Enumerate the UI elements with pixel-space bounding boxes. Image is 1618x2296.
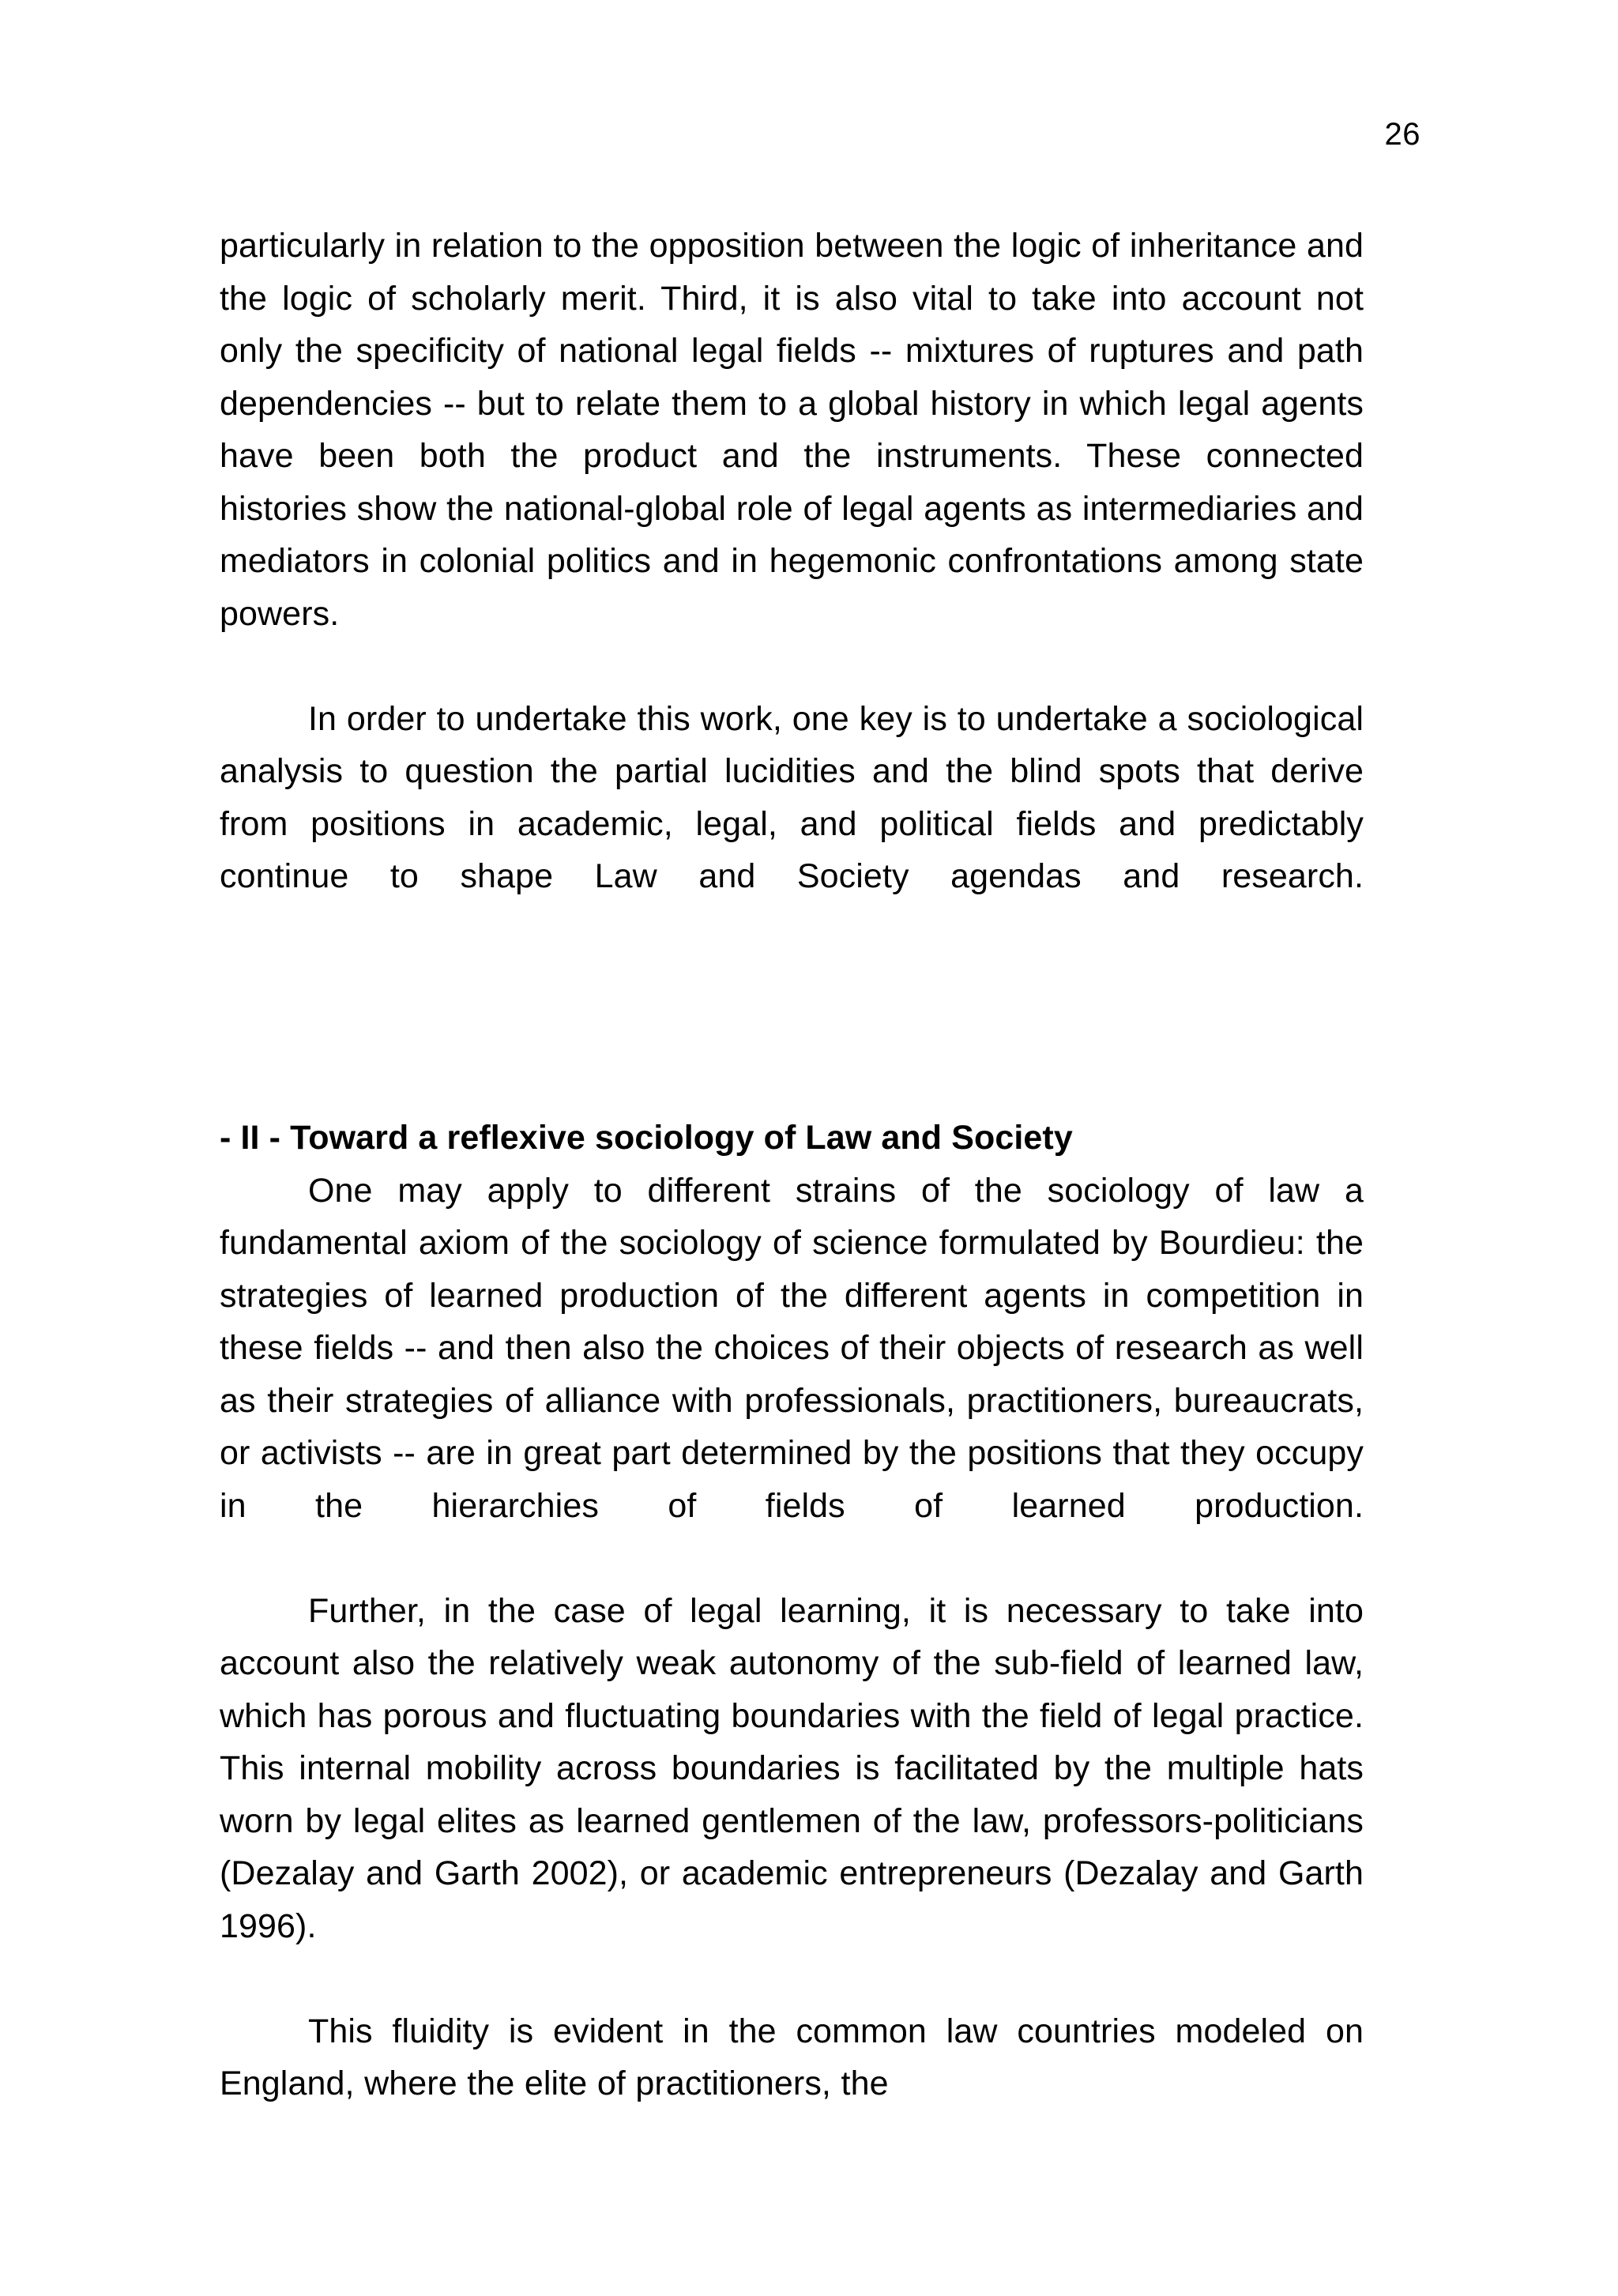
heading-spacer [220,955,1364,1112]
paragraph-5: This fluidity is evident in the common law countries modeled on England, where the elite of practitioners, the [220,2012,1364,2102]
paragraph-2: In order to undertake this work, one key is to undertake a sociological analysis to question the partial lucidities and the blind spots that derive from positions in academic, legal, and political fields and predictably continue to shape Law and Society agendas and research. [220,699,1364,895]
text-column [220,220,1364,2110]
paragraph-3: One may apply to different strains of the sociology of law a fundamental axiom of the sociology of science formulated by Bourdieu: the strategies of learned production of the different agents in competition in these fields -- and then also the choices of their objects of research as well as their strategies of alliance with professionals, practitioners, bureaucrats, or activists -- are in great part determined by the positions that they occupy in the hierarchies of fields of learned production. [220,1171,1364,1525]
paragraph-1: particularly in relation to the opposition between the logic of inheritance and the logic of scholarly merit. Third, it is also vital to take into account not only the specificity of national legal fields -- mixtures of ruptures and path dependencies -- but to relate them to a global history in which legal agents have been both the product and the instruments. These connected histories show the national-global role of legal agents as intermediaries and mediators in colonial politics and in hegemonic confrontations among state powers. [220,227,1364,633]
page-number: 26 [1384,117,1420,152]
section-heading-ii: - II - Toward a reflexive sociology of Law and Society [220,1119,1073,1157]
paragraph-4: Further, in the case of legal learning, it is necessary to take into account also the relatively weak autonomy of the sub-field of learned law, which has porous and fluctuating boundaries with the field of legal practice. This internal mobility across boundaries is facilitated by the multiple hats worn by legal elites as learned gentlemen of the law, professors-politicians (Dezalay and Garth 2002), or academic entrepreneurs (Dezalay and Garth 1996). [220,1591,1364,1945]
